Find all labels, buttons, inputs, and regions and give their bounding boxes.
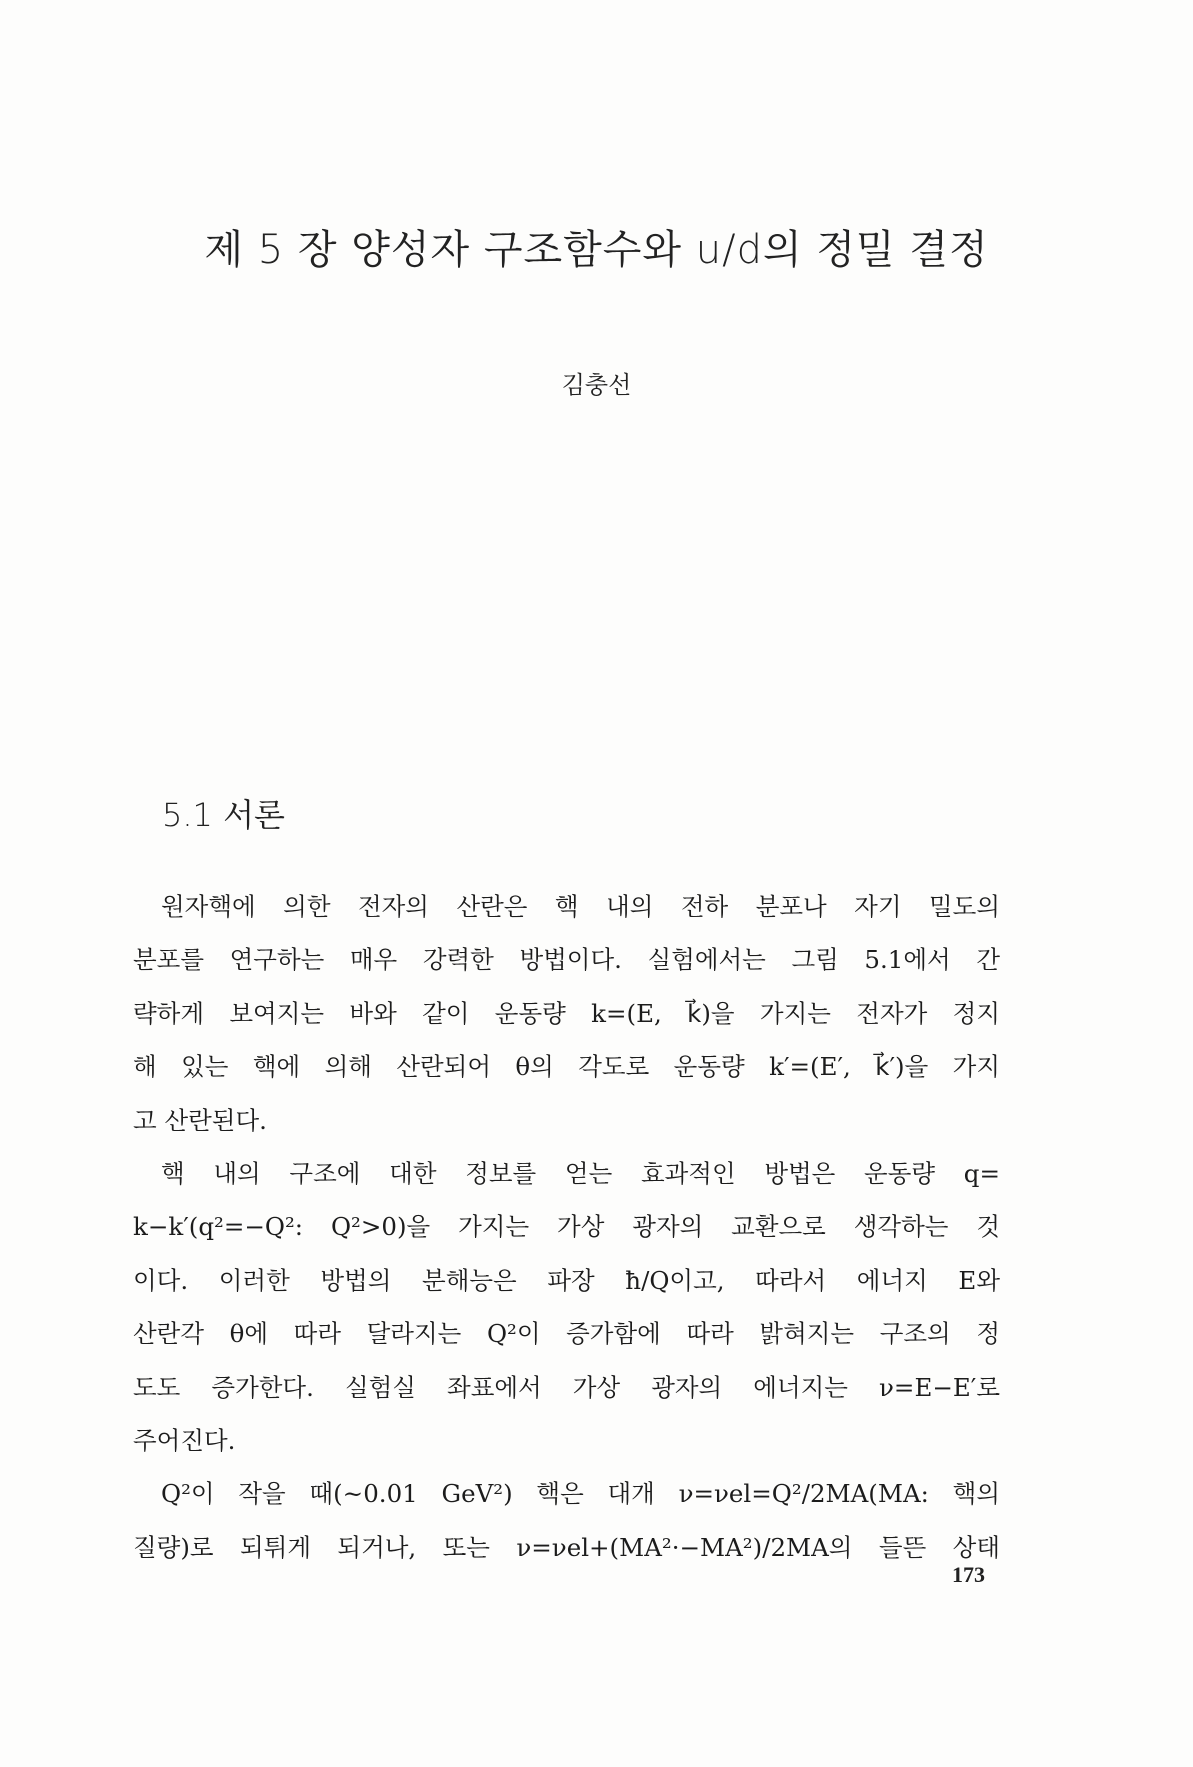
author-name: 김충선 bbox=[561, 371, 632, 399]
page-number: 173 bbox=[952, 1562, 985, 1587]
text-line: k−k′(q²=−Q²: Q²>0)을 가지는 가상 광자의 교환으로 생각하는 것 bbox=[133, 1212, 1000, 1242]
text-line: 원자핵에 의한 전자의 산란은 핵 내의 전하 분포나 자기 밀도의 bbox=[161, 892, 1000, 921]
text-line: 주어진다. bbox=[133, 1426, 236, 1456]
section-heading: 5.1 서론 bbox=[162, 796, 285, 834]
text-line: 질량)로 되튀게 되거나, 또는 ν=νel+(MA²·−MA²)/2MA의 들뜬 상태 bbox=[133, 1532, 1000, 1562]
text-line: 핵 내의 구조에 대한 정보를 얻는 효과적인 방법은 운동량 q= bbox=[161, 1159, 1000, 1189]
text-line: 이다. 이러한 방법의 분해능은 파장 ħ/Q이고, 따라서 에너지 E와 bbox=[133, 1265, 1000, 1295]
chapter-title: 제 5 장 양성자 구조함수와 u/d의 정밀 결정 bbox=[204, 227, 989, 273]
text-line: Q²이 작을 때(~0.01 GeV²) 핵은 대개 ν=νel=Q²/2MA(MA: 핵의 bbox=[161, 1479, 1000, 1509]
text-line: 분포를 연구하는 매우 강력한 방법이다. 실험에서는 그림 5.1에서 간 bbox=[133, 945, 1000, 975]
text-line: 고 산란된다. bbox=[133, 1105, 267, 1135]
text-line: 도도 증가한다. 실험실 좌표에서 가상 광자의 에너지는 ν=E−E′로 bbox=[133, 1372, 1000, 1402]
text-line: 략하게 보여지는 바와 같이 운동량 k=(E, k⃗)을 가지는 전자가 정지 bbox=[133, 998, 1000, 1028]
body-text bbox=[133, 880, 1000, 1574]
text-line: 산란각 θ에 따라 달라지는 Q²이 증가함에 따라 밝혀지는 구조의 정 bbox=[133, 1319, 1000, 1349]
text-line: 해 있는 핵에 의해 산란되어 θ의 각도로 운동량 k′=(E′, k⃗′)을 가지 bbox=[133, 1052, 1000, 1082]
